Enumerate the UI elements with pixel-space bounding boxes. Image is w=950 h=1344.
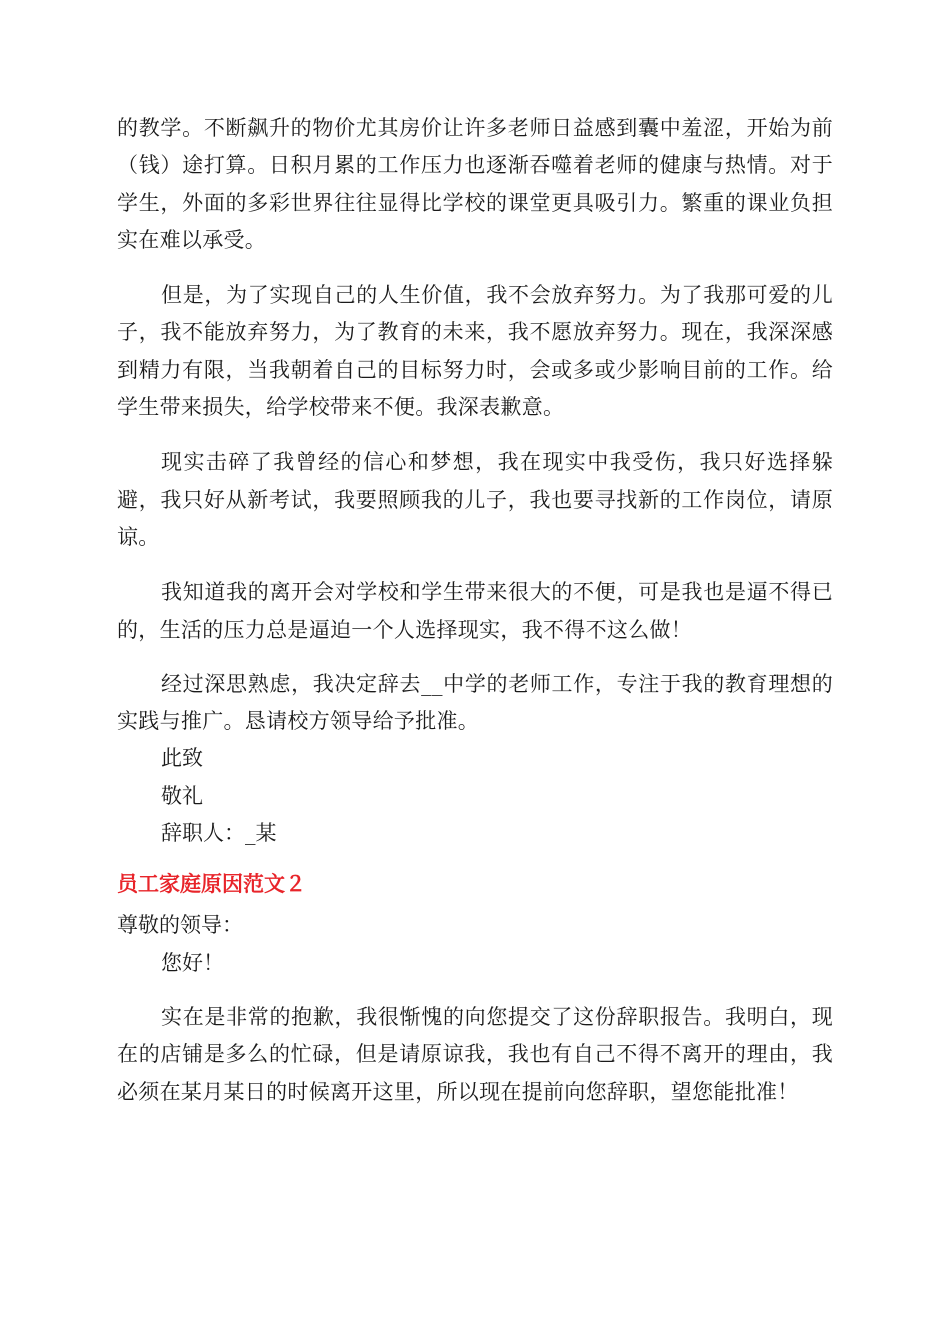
- body-paragraph: 我知道我的离开会对学校和学生带来很大的不便，可是我也是逼不得已的，生活的压力总是逼迫一个人选择现实，我不得不这么做！: [117, 580, 833, 642]
- section-heading: 员工家庭原因范文２: [117, 872, 306, 897]
- body-paragraph: 经过深思熟虑，我决定辞去__中学的老师工作，专注于我的教育理想的实践与推广。恳请校方领导给予批准。: [117, 671, 833, 734]
- salutation: 尊敬的领导：: [117, 913, 243, 938]
- body-paragraph: 现实击碎了我曾经的信心和梦想，我在现实中我受伤，我只好选择躲避，我只好从新考试，我要照顾我的儿子，我也要寻找新的工作岗位，请原谅。: [117, 450, 833, 549]
- body-paragraph: 的教学。不断飙升的物价尤其房价让许多老师日益感到囊中羞涩，开始为前（钱）途打算。日积月累的工作压力也逐渐吞噬着老师的健康与热情。对于学生，外面的多彩世界往往显得比学校的课堂更具吸引力。繁重的课业负担实在难以承受。: [117, 116, 833, 252]
- closing-line-1: 此致: [161, 746, 203, 771]
- body-paragraph: 但是，为了实现自己的人生价值，我不会放弃努力。为了我那可爱的儿子，我不能放弃努力，为了教育的未来，我不愿放弃努力。现在，我深深感到精力有限，当我朝着自己的目标努力时，会或多或少影响目前的工作。给学生带来损失，给学校带来不便。我深表歉意。: [117, 283, 833, 420]
- document-page: [117, 110, 833, 1111]
- greeting: 您好！: [161, 950, 224, 975]
- signature: 辞职人：_某: [161, 821, 277, 846]
- body-paragraph: 实在是非常的抱歉，我很惭愧的向您提交了这份辞职报告。我明白，现在的店铺是多么的忙碌，但是请原谅我，我也有自己不得不离开的理由，我必须在某月某日的时候离开这里，所以现在提前向您辞职，望您能批准！: [117, 1004, 833, 1104]
- closing-line-2: 敬礼: [161, 783, 203, 808]
